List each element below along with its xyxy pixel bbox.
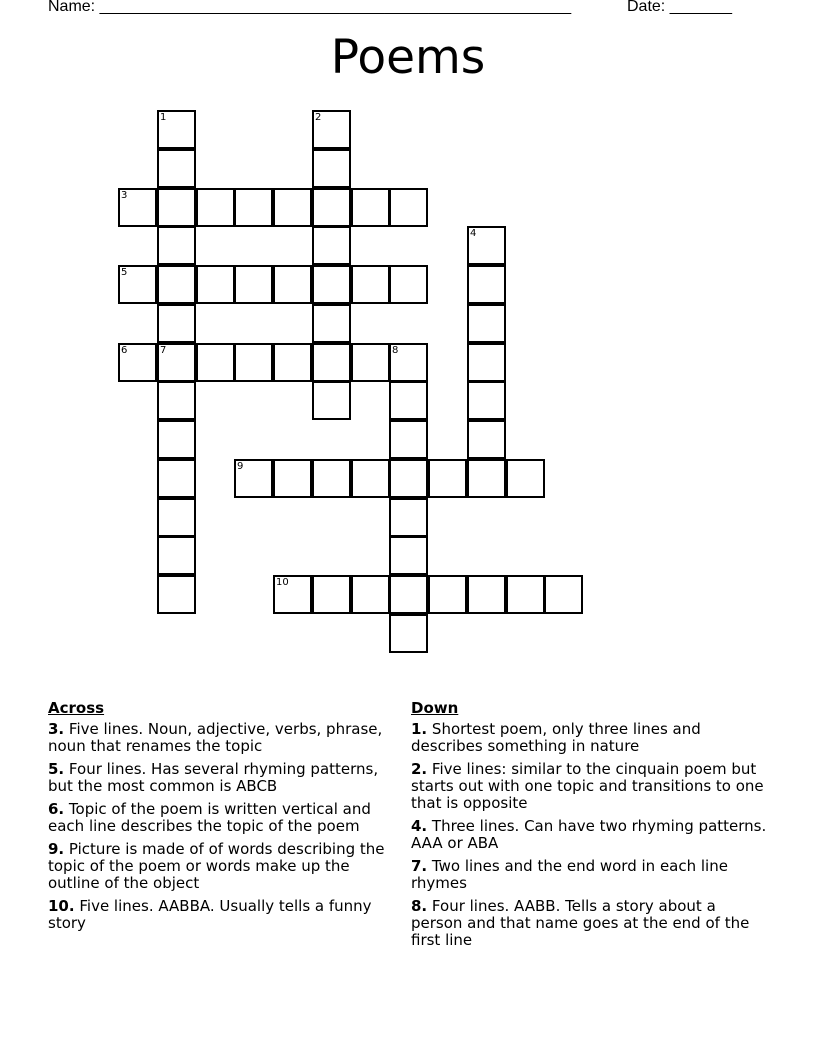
grid-cell[interactable] bbox=[157, 149, 196, 188]
clue-number: 4. bbox=[411, 817, 428, 835]
grid-cell[interactable] bbox=[389, 381, 428, 420]
across-clues bbox=[48, 700, 398, 938]
grid-cell[interactable] bbox=[118, 343, 157, 382]
grid-cell[interactable] bbox=[351, 343, 390, 382]
grid-cell[interactable] bbox=[273, 265, 312, 304]
grid-cell[interactable] bbox=[467, 575, 506, 614]
grid-cell[interactable] bbox=[389, 459, 428, 498]
grid-cell[interactable] bbox=[428, 459, 467, 498]
grid-cell[interactable] bbox=[196, 265, 235, 304]
clue-text: Five lines. Noun, adjective, verbs, phrase, noun that renames the topic bbox=[48, 720, 383, 755]
clue-number-label: 5 bbox=[121, 267, 128, 278]
clue-number-label: 8 bbox=[392, 345, 399, 356]
grid-cell[interactable] bbox=[506, 575, 545, 614]
grid-cell[interactable] bbox=[312, 575, 351, 614]
clue-text: Two lines and the end word in each line rhymes bbox=[411, 857, 728, 892]
clue-number: 3. bbox=[48, 720, 65, 738]
grid-cell[interactable] bbox=[389, 575, 428, 614]
grid-cell[interactable] bbox=[157, 188, 196, 227]
grid-cell[interactable] bbox=[506, 459, 545, 498]
grid-cell[interactable] bbox=[157, 226, 196, 265]
grid-cell[interactable] bbox=[196, 188, 235, 227]
grid-cell[interactable] bbox=[312, 459, 351, 498]
clue-text: Topic of the poem is written vertical and each line describes the topic of the poem bbox=[48, 800, 371, 835]
grid-cell[interactable] bbox=[389, 265, 428, 304]
clue-down-7 bbox=[411, 858, 771, 892]
down-heading: Down bbox=[411, 699, 459, 717]
clue-number: 6. bbox=[48, 800, 65, 818]
grid-cell[interactable] bbox=[312, 110, 351, 149]
grid-cell[interactable] bbox=[467, 381, 506, 420]
clue-number: 10. bbox=[48, 897, 75, 915]
clue-down-1 bbox=[411, 721, 771, 755]
name-field[interactable]: Name: _____________________________________________________ bbox=[48, 0, 572, 15]
grid-cell[interactable] bbox=[196, 343, 235, 382]
grid-cell[interactable] bbox=[157, 381, 196, 420]
clue-text: Five lines: similar to the cinquain poem but starts out with one topic and transitions to one that is opposite bbox=[411, 760, 764, 812]
date-field[interactable]: Date: _______ bbox=[627, 0, 732, 15]
clue-number: 1. bbox=[411, 720, 428, 738]
grid-cell[interactable] bbox=[389, 536, 428, 575]
clue-number: 7. bbox=[411, 857, 428, 875]
clue-number: 2. bbox=[411, 760, 428, 778]
grid-cell[interactable] bbox=[467, 304, 506, 343]
grid-cell[interactable] bbox=[312, 188, 351, 227]
grid-cell[interactable] bbox=[157, 575, 196, 614]
clue-number-label: 1 bbox=[160, 112, 167, 123]
clue-number: 9. bbox=[48, 840, 65, 858]
clue-number-label: 2 bbox=[315, 112, 322, 123]
grid-cell[interactable] bbox=[351, 265, 390, 304]
clue-text: Picture is made of of words describing the topic of the poem or words make up the outline of the object bbox=[48, 840, 385, 892]
grid-cell[interactable] bbox=[273, 575, 312, 614]
grid-cell[interactable] bbox=[351, 459, 390, 498]
grid-cell[interactable] bbox=[389, 188, 428, 227]
clue-number-label: 10 bbox=[276, 577, 289, 588]
grid-cell[interactable] bbox=[312, 226, 351, 265]
grid-cell[interactable] bbox=[312, 343, 351, 382]
clue-down-4 bbox=[411, 818, 771, 852]
clue-text: Five lines. AABBA. Usually tells a funny story bbox=[48, 897, 372, 932]
clue-text: Four lines. AABB. Tells a story about a person and that name goes at the end of the first line bbox=[411, 897, 750, 949]
grid-cell[interactable] bbox=[312, 265, 351, 304]
clue-across-6 bbox=[48, 801, 398, 835]
clue-down-2 bbox=[411, 761, 771, 812]
clue-number-label: 9 bbox=[237, 461, 244, 472]
grid-cell[interactable] bbox=[157, 110, 196, 149]
grid-cell[interactable] bbox=[157, 536, 196, 575]
down-clues bbox=[411, 700, 771, 955]
grid-cell[interactable] bbox=[273, 459, 312, 498]
clue-across-9 bbox=[48, 841, 398, 892]
grid-cell[interactable] bbox=[118, 265, 157, 304]
clue-number-label: 4 bbox=[470, 228, 477, 239]
grid-cell[interactable] bbox=[234, 265, 273, 304]
grid-cell[interactable] bbox=[389, 498, 428, 537]
grid-cell[interactable] bbox=[157, 304, 196, 343]
grid-cell[interactable] bbox=[234, 188, 273, 227]
clue-across-10 bbox=[48, 898, 398, 932]
grid-cell[interactable] bbox=[351, 575, 390, 614]
clue-text: Three lines. Can have two rhyming patterns. AAA or ABA bbox=[411, 817, 767, 852]
clue-across-5 bbox=[48, 761, 398, 795]
clue-text: Four lines. Has several rhyming patterns, but the most common is ABCB bbox=[48, 760, 379, 795]
grid-cell[interactable] bbox=[157, 343, 196, 382]
grid-cell[interactable] bbox=[312, 381, 351, 420]
across-heading: Across bbox=[48, 699, 105, 717]
clue-number-label: 6 bbox=[121, 345, 128, 356]
clue-number-label: 3 bbox=[121, 190, 128, 201]
grid-cell[interactable] bbox=[157, 265, 196, 304]
clue-across-3 bbox=[48, 721, 398, 755]
clue-number: 8. bbox=[411, 897, 428, 915]
grid-cell[interactable] bbox=[544, 575, 583, 614]
clue-number-label: 7 bbox=[160, 345, 167, 356]
grid-cell[interactable] bbox=[389, 420, 428, 459]
puzzle-title: Poems bbox=[330, 30, 486, 85]
down-list bbox=[411, 721, 771, 949]
grid-cell[interactable] bbox=[467, 343, 506, 382]
clue-number: 5. bbox=[48, 760, 65, 778]
grid-cell[interactable] bbox=[467, 226, 506, 265]
grid-cell[interactable] bbox=[157, 459, 196, 498]
grid-cell[interactable] bbox=[273, 343, 312, 382]
grid-cell[interactable] bbox=[389, 343, 428, 382]
grid-cell[interactable] bbox=[118, 188, 157, 227]
clue-text: Shortest poem, only three lines and describes something in nature bbox=[411, 720, 701, 755]
grid-cell[interactable] bbox=[351, 188, 390, 227]
grid-cell[interactable] bbox=[234, 343, 273, 382]
clue-down-8 bbox=[411, 898, 771, 949]
grid-cell[interactable] bbox=[428, 575, 467, 614]
grid-cell[interactable] bbox=[273, 188, 312, 227]
grid-cell[interactable] bbox=[467, 459, 506, 498]
grid-cell[interactable] bbox=[312, 304, 351, 343]
across-list bbox=[48, 721, 398, 932]
grid-cell[interactable] bbox=[157, 420, 196, 459]
grid-cell[interactable] bbox=[467, 265, 506, 304]
grid-cell[interactable] bbox=[234, 459, 273, 498]
grid-cell[interactable] bbox=[157, 498, 196, 537]
grid-cell[interactable] bbox=[467, 420, 506, 459]
grid-cell[interactable] bbox=[389, 614, 428, 653]
grid-cell[interactable] bbox=[312, 149, 351, 188]
